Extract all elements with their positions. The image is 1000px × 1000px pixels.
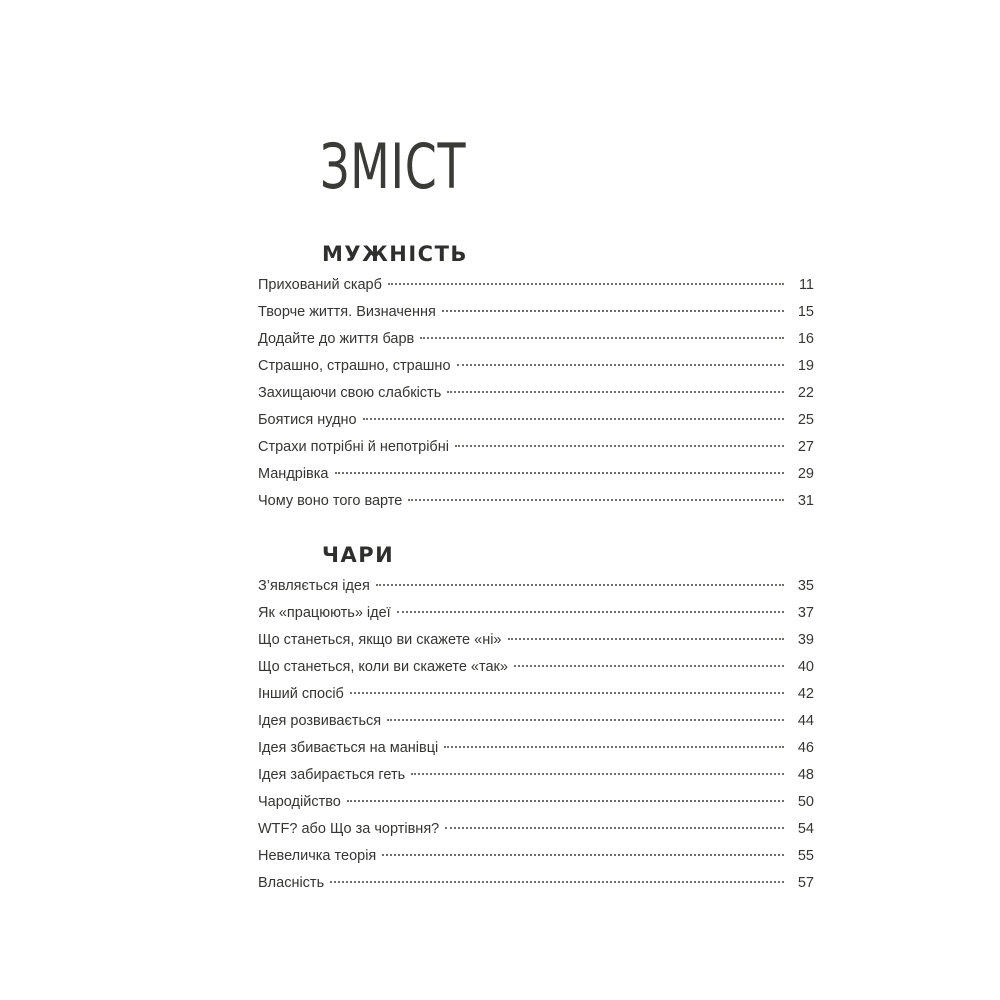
- dot-leader: [455, 445, 784, 447]
- dot-leader: [397, 611, 784, 613]
- toc-entry-title: Додайте до життя барв: [258, 331, 415, 347]
- dot-leader: [408, 499, 784, 501]
- toc-entry-title: Захищаючи свою слабкість: [258, 385, 442, 401]
- dot-leader: [442, 310, 784, 312]
- toc-entry: [258, 434, 814, 461]
- toc-entry-title: Прихований скарб: [258, 277, 382, 293]
- toc-entry-title: Власність: [258, 875, 325, 891]
- toc-section-courage: [258, 236, 814, 515]
- toc-entry-page-number: 16: [797, 331, 814, 347]
- dot-leader: [447, 391, 784, 393]
- toc-entry-page-number: 27: [797, 439, 814, 455]
- toc-entry-page-number: 19: [797, 358, 814, 374]
- toc-entry-title: Страшно, страшно, страшно: [258, 358, 451, 374]
- toc-entry-page-number: 15: [797, 304, 814, 320]
- section-heading: ЧАРИ: [322, 543, 395, 567]
- toc-entry-page-number: 40: [797, 659, 814, 675]
- toc-entry: [258, 843, 814, 870]
- dot-leader: [514, 665, 784, 667]
- toc-entry-page-number: 55: [797, 848, 814, 864]
- dot-leader: [363, 418, 784, 420]
- toc-entry-title: Як «працюють» ідеї: [258, 605, 391, 621]
- toc-entry: [258, 407, 814, 434]
- dot-leader: [388, 283, 784, 285]
- toc-entry-title: Боятися нудно: [258, 412, 357, 428]
- toc-entry-title: Творче життя. Визначення: [258, 304, 436, 320]
- dot-leader: [330, 881, 784, 883]
- toc-entry-title: З’являється ідея: [258, 578, 370, 594]
- section-heading: МУЖНІСТЬ: [322, 242, 468, 266]
- toc-entry: [258, 735, 814, 762]
- toc-entry-page-number: 11: [798, 277, 814, 293]
- toc-entry: [258, 681, 814, 708]
- toc-entry: [258, 380, 814, 407]
- toc-entry: [258, 762, 814, 789]
- toc-entry-page-number: 44: [797, 713, 814, 729]
- toc-entry-title: Ідея збивається на манівці: [258, 740, 439, 756]
- dot-leader: [347, 800, 784, 802]
- toc-entry-page-number: 37: [797, 605, 814, 621]
- toc-entry-title: Що станеться, якщо ви скажете «ні»: [258, 632, 502, 648]
- dot-leader: [387, 719, 784, 721]
- toc-entry-page-number: 29: [797, 466, 814, 482]
- toc-entry-title: Невеличка теорія: [258, 848, 377, 864]
- toc-entry-title: WTF? або Що за чортівня?: [258, 821, 440, 837]
- toc-entry-page-number: 25: [797, 412, 814, 428]
- toc-entry-page-number: 54: [797, 821, 814, 837]
- toc-list: [258, 573, 814, 897]
- toc-entry-page-number: 39: [797, 632, 814, 648]
- toc-entry: [258, 708, 814, 735]
- toc-entry: [258, 353, 814, 380]
- toc-entry-page-number: 22: [797, 385, 814, 401]
- toc-entry-title: Чародійство: [258, 794, 341, 810]
- dot-leader: [335, 472, 785, 474]
- toc-entry-page-number: 46: [797, 740, 814, 756]
- toc-entry: [258, 627, 814, 654]
- dot-leader: [411, 773, 784, 775]
- toc-entry: [258, 816, 814, 843]
- toc-entry-page-number: 31: [797, 493, 814, 509]
- toc-entry: [258, 600, 814, 627]
- dot-leader: [350, 692, 784, 694]
- toc-entry: [258, 789, 814, 816]
- toc-entry-title: Мандрівка: [258, 466, 329, 482]
- toc-section-magic: [258, 537, 814, 897]
- toc-entry: [258, 299, 814, 326]
- toc-entry: [258, 272, 814, 299]
- toc-entry-title: Страхи потрібні й непотрібні: [258, 439, 449, 455]
- toc-entry-title: Що станеться, коли ви скажете «так»: [258, 659, 508, 675]
- dot-leader: [445, 827, 784, 829]
- toc-entry: [258, 870, 814, 897]
- toc-entry-page-number: 42: [797, 686, 814, 702]
- toc-entry: [258, 573, 814, 600]
- dot-leader: [444, 746, 784, 748]
- toc-entry-title: Інший спосіб: [258, 686, 344, 702]
- dot-leader: [376, 584, 784, 586]
- dot-leader: [457, 364, 784, 366]
- toc-entry: [258, 654, 814, 681]
- toc-entry-page-number: 50: [797, 794, 814, 810]
- toc-entry-page-number: 35: [797, 578, 814, 594]
- toc-entry: [258, 461, 814, 488]
- toc-entry-page-number: 48: [797, 767, 814, 783]
- toc-entry-title: Чому воно того варте: [258, 493, 403, 509]
- toc-entry-title: Ідея забирається геть: [258, 767, 406, 783]
- toc-entry-title: Ідея розвивається: [258, 713, 382, 729]
- toc-entry: [258, 326, 814, 353]
- toc-list: [258, 272, 814, 515]
- dot-leader: [508, 638, 785, 640]
- dot-leader: [382, 854, 784, 856]
- dot-leader: [420, 337, 784, 339]
- page-title: ЗМІСТ: [320, 129, 467, 203]
- toc-entry: [258, 488, 814, 515]
- toc-entry-page-number: 57: [797, 875, 814, 891]
